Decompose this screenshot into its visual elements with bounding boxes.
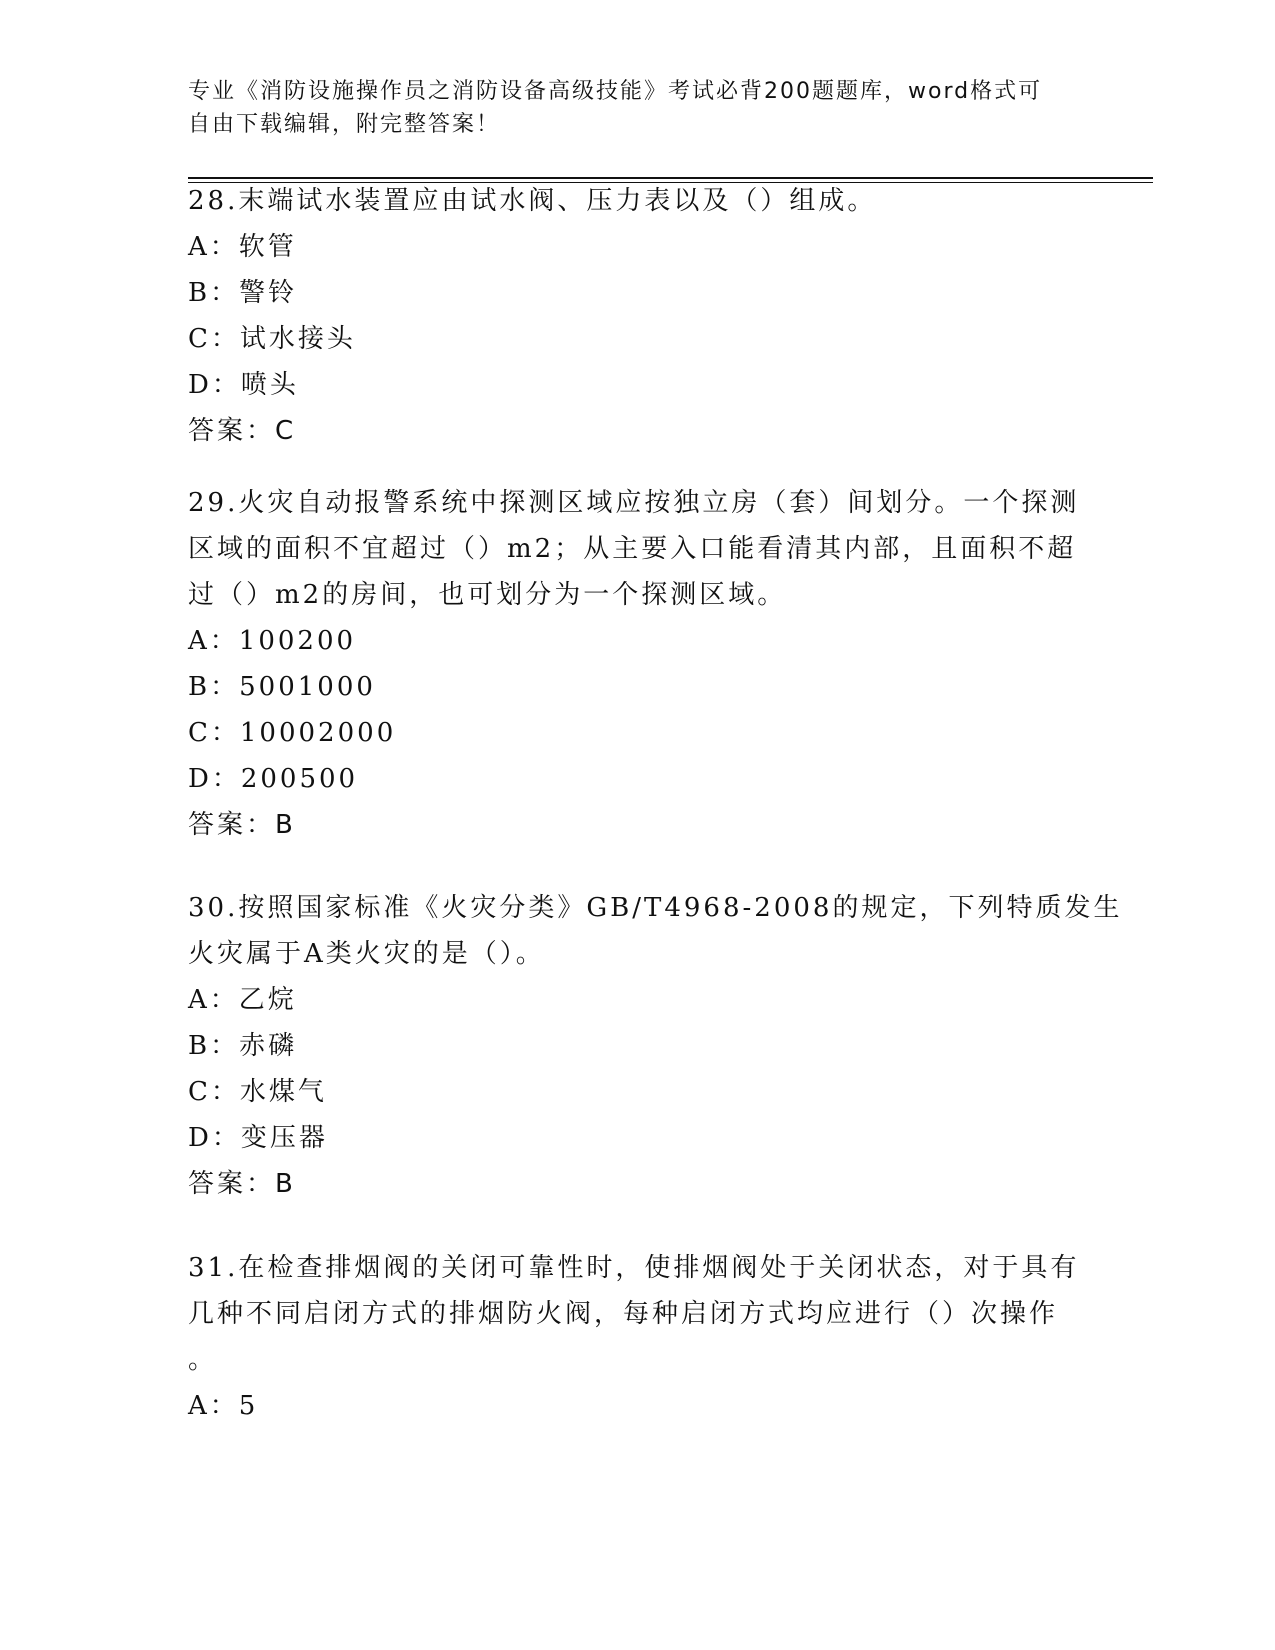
option-c: C：水煤气	[188, 1077, 327, 1107]
option-a: A：5	[188, 1391, 259, 1421]
option-c: C：10002000	[188, 718, 397, 748]
question-30	[188, 885, 1123, 1207]
question-text-line-1: 31.在检查排烟阀的关闭可靠性时，使排烟阀处于关闭状态，对于具有	[188, 1253, 1080, 1283]
answer: 答案：B	[188, 1169, 296, 1199]
question-text-line-1: 30.按照国家标准《火灾分类》GB/T4968-2008的规定，下列特质发生	[188, 893, 1123, 923]
option-b: B：赤磷	[188, 1031, 298, 1061]
header-line-1: 专业《消防设施操作员之消防设备高级技能》考试必背200题题库，word格式可	[188, 79, 1043, 104]
option-a: A：软管	[188, 232, 297, 262]
option-a: A：乙烷	[188, 985, 297, 1015]
option-d: D：200500	[188, 764, 359, 794]
question-text: 28.末端试水装置应由试水阀、压力表以及（）组成。	[188, 186, 877, 216]
option-a: A：100200	[188, 626, 357, 656]
answer: 答案：C	[188, 416, 297, 446]
question-text-line-3: 过（）m2的房间，也可划分为一个探测区域。	[188, 580, 787, 610]
header-line-2: 自由下载编辑，附完整答案！	[188, 112, 501, 137]
question-29	[188, 480, 1088, 848]
question-28	[188, 178, 1088, 454]
option-d: D：变压器	[188, 1123, 328, 1153]
document-header	[188, 75, 1068, 141]
question-text-line-2: 区域的面积不宜超过（）m2；从主要入口能看清其内部，且面积不超	[188, 534, 1077, 564]
option-b: B：警铃	[188, 278, 298, 308]
question-text-line-2: 火灾属于A类火灾的是（）。	[188, 939, 545, 969]
answer: 答案：B	[188, 810, 296, 840]
question-31	[188, 1245, 1088, 1429]
question-text-line-1: 29.火灾自动报警系统中探测区域应按独立房（套）间划分。一个探测	[188, 488, 1080, 518]
question-text-line-3: 。	[188, 1345, 218, 1375]
option-b: B：5001000	[188, 672, 376, 702]
question-text-line-2: 几种不同启闭方式的排烟防火阀，每种启闭方式均应进行（）次操作	[188, 1299, 1059, 1329]
option-c: C：试水接头	[188, 324, 356, 354]
option-d: D：喷头	[188, 370, 299, 400]
